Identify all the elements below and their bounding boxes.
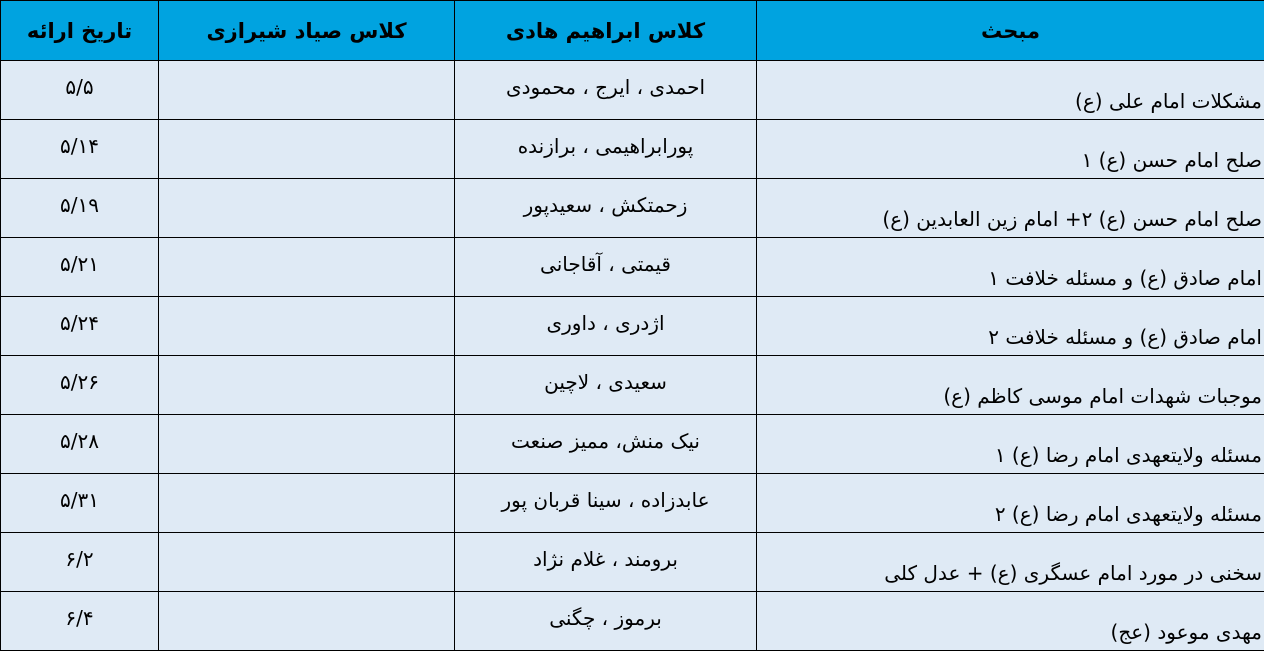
ebrahim-hadi-cell: اژدری ، داوری	[455, 297, 757, 356]
ebrahim-hadi-cell: زحمتکش ، سعیدپور	[455, 179, 757, 238]
topic-cell: امام صادق (ع) و مسئله خلافت ۲	[757, 297, 1264, 356]
header-row	[1, 1, 1264, 61]
date-cell: ۵/۱۹	[1, 179, 159, 238]
table-row	[1, 474, 1264, 533]
sayyad-shirazi-cell	[159, 592, 455, 651]
topic-cell: مسئله ولایتعهدی امام رضا (ع) ۲	[757, 474, 1264, 533]
table-row	[1, 179, 1264, 238]
date-cell: ۵/۱۴	[1, 120, 159, 179]
date-cell: ۵/۲۸	[1, 415, 159, 474]
date-cell: ۵/۳۱	[1, 474, 159, 533]
table-row	[1, 238, 1264, 297]
table-row	[1, 533, 1264, 592]
date-cell: ۵/۵	[1, 61, 159, 120]
sayyad-shirazi-cell	[159, 415, 455, 474]
sayyad-shirazi-cell	[159, 297, 455, 356]
date-cell: ۶/۲	[1, 533, 159, 592]
ebrahim-hadi-cell: قیمتی ، آقاجانی	[455, 238, 757, 297]
table-row	[1, 415, 1264, 474]
table-row	[1, 356, 1264, 415]
topic-cell: مهدی موعود (عج)	[757, 592, 1264, 651]
topic-cell: مشکلات امام علی (ع)	[757, 61, 1264, 120]
sayyad-shirazi-cell	[159, 474, 455, 533]
topic-cell: مسئله ولایتعهدی امام رضا (ع) ۱	[757, 415, 1264, 474]
table-row	[1, 61, 1264, 120]
ebrahim-hadi-cell: احمدی ، ایرج ، محمودی	[455, 61, 757, 120]
ebrahim-hadi-cell: برموز ، چگنی	[455, 592, 757, 651]
ebrahim-hadi-cell: پورابراهیمی ، برازنده	[455, 120, 757, 179]
sayyad-shirazi-cell	[159, 533, 455, 592]
topic-cell: سخنی در مورد امام عسگری (ع) + عدل کلی	[757, 533, 1264, 592]
sayyad-shirazi-cell	[159, 356, 455, 415]
sayyad-shirazi-cell	[159, 238, 455, 297]
header-class-ebrahim-hadi: کلاس ابراهیم هادی	[455, 1, 757, 61]
table-row	[1, 120, 1264, 179]
date-cell: ۵/۲۱	[1, 238, 159, 297]
ebrahim-hadi-cell: برومند ، غلام نژاد	[455, 533, 757, 592]
sayyad-shirazi-cell	[159, 61, 455, 120]
header-topic: مبحث	[757, 1, 1264, 61]
header-presentation-date: تاریخ ارائه	[1, 1, 159, 61]
date-cell: ۵/۲۴	[1, 297, 159, 356]
date-cell: ۵/۲۶	[1, 356, 159, 415]
header-class-sayyad-shirazi: کلاس صیاد شیرازی	[159, 1, 455, 61]
sayyad-shirazi-cell	[159, 120, 455, 179]
sayyad-shirazi-cell	[159, 179, 455, 238]
table-row	[1, 297, 1264, 356]
topic-cell: امام صادق (ع) و مسئله خلافت ۱	[757, 238, 1264, 297]
ebrahim-hadi-cell: سعیدی ، لاچین	[455, 356, 757, 415]
topic-cell: صلح امام حسن (ع) ۱	[757, 120, 1264, 179]
topic-cell: صلح امام حسن (ع) ۲+ امام زین العابدین (ع)	[757, 179, 1264, 238]
ebrahim-hadi-cell: نیک منش، ممیز صنعت	[455, 415, 757, 474]
topic-cell: موجبات شهدات امام موسی کاظم (ع)	[757, 356, 1264, 415]
date-cell: ۶/۴	[1, 592, 159, 651]
ebrahim-hadi-cell: عابدزاده ، سینا قربان پور	[455, 474, 757, 533]
table-row	[1, 592, 1264, 651]
